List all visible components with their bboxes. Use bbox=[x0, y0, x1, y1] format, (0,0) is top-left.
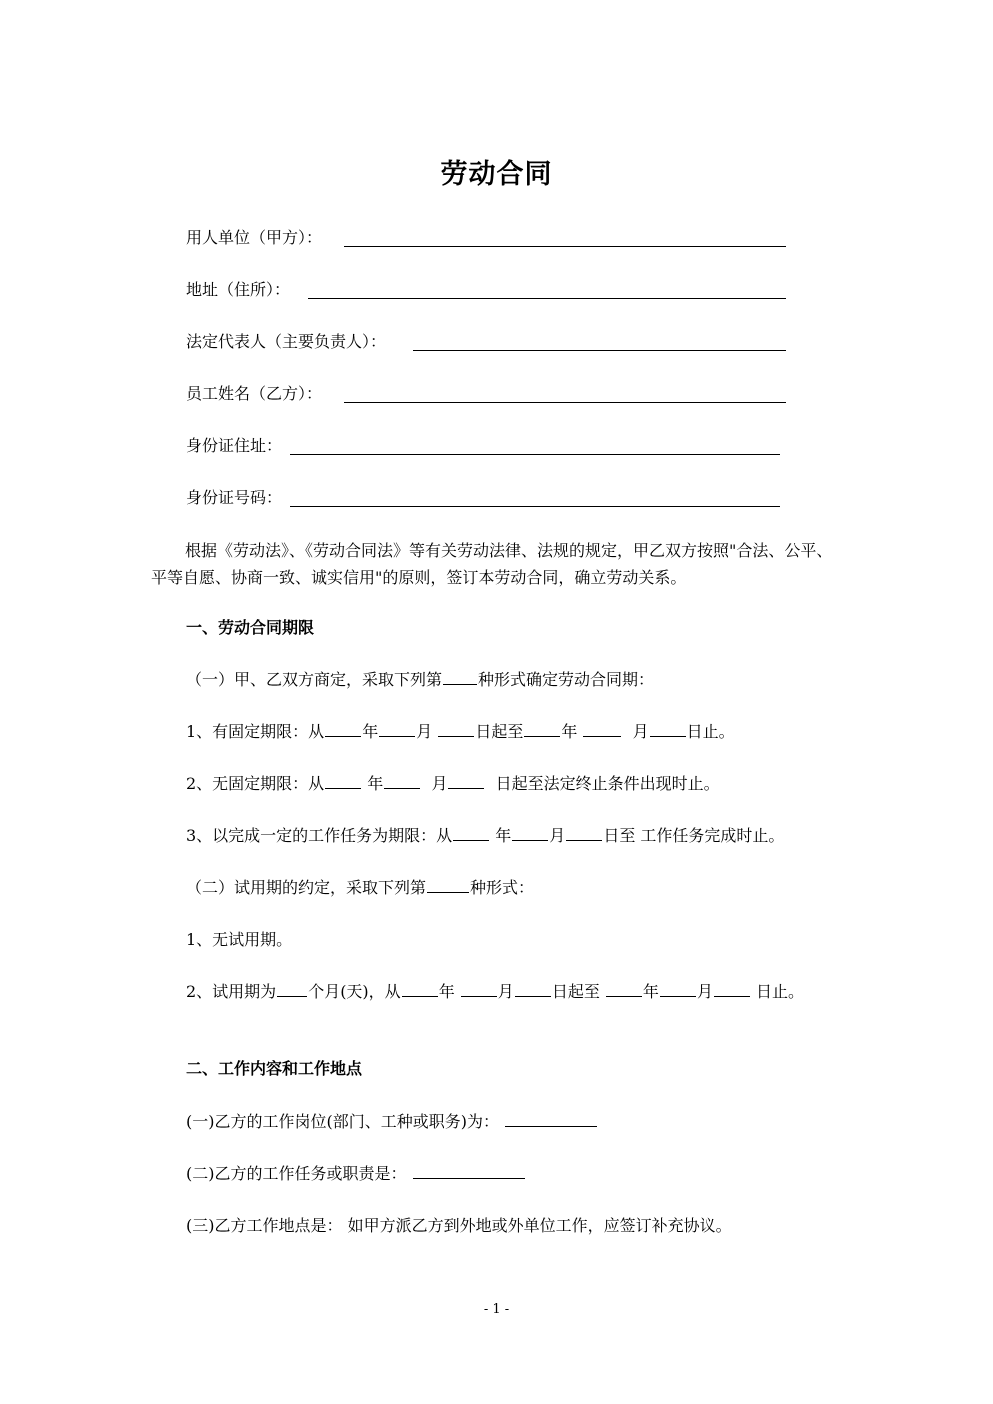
trial2-month2: 月 bbox=[696, 982, 713, 1001]
section2-item2-text: (二)乙方的工作任务或职责是： bbox=[186, 1164, 407, 1183]
item3-year-blank[interactable] bbox=[453, 825, 489, 841]
trial2-day1: 日起至 bbox=[551, 982, 600, 1001]
item1-day1: 日起至 bbox=[475, 722, 524, 741]
trial2-year2-blank[interactable] bbox=[606, 981, 642, 997]
section1-trial2 bbox=[186, 980, 804, 1004]
section1-sub2 bbox=[186, 876, 534, 900]
trial2-year1: 年 bbox=[438, 982, 455, 1001]
section2-heading: 二、工作内容和工作地点 bbox=[186, 1059, 363, 1078]
contract-form-blank[interactable] bbox=[443, 669, 477, 685]
field-legal-rep-label: 法定代表人（主要负责人）： bbox=[186, 332, 387, 351]
trial2-end: 日止。 bbox=[756, 982, 805, 1001]
job-position-blank[interactable] bbox=[505, 1111, 597, 1127]
item1-year2: 年 bbox=[561, 722, 578, 741]
trial2-month2-blank[interactable] bbox=[660, 981, 696, 997]
field-employee-name-label: 员工姓名（乙方）： bbox=[186, 384, 323, 403]
section2-item1-text: (一)乙方的工作岗位(部门、工种或职务)为： bbox=[186, 1112, 499, 1131]
trial2-day2-blank[interactable] bbox=[714, 981, 750, 997]
item3-end: 日至 工作任务完成时止。 bbox=[603, 826, 785, 845]
item2-year-blank[interactable] bbox=[325, 773, 361, 789]
trial2-month1: 月 bbox=[497, 982, 514, 1001]
section1-item3 bbox=[186, 824, 784, 848]
item1-month1: 月 bbox=[416, 722, 433, 741]
item2-month: 月 bbox=[431, 774, 448, 793]
field-id-address-line[interactable] bbox=[290, 454, 780, 455]
item3-text-a: 3、以完成一定的工作任务为期限：从 bbox=[186, 826, 453, 845]
section2-item1 bbox=[186, 1110, 598, 1134]
item1-year2-blank[interactable] bbox=[524, 721, 560, 737]
field-address-line[interactable] bbox=[308, 298, 786, 299]
item3-month-blank[interactable] bbox=[512, 825, 548, 841]
sub2-text-a: （二）试用期的约定，采取下列第 bbox=[186, 878, 427, 897]
sub1-text-b: 种形式确定劳动合同期： bbox=[478, 670, 655, 689]
section2-item3: (三)乙方工作地点是： 如甲方派乙方到外地或外单位工作，应签订补充协议。 bbox=[186, 1216, 732, 1235]
item2-day-blank[interactable] bbox=[448, 773, 484, 789]
item3-day-blank[interactable] bbox=[566, 825, 602, 841]
trial-form-blank[interactable] bbox=[427, 877, 469, 893]
field-legal-rep-line[interactable] bbox=[413, 350, 786, 351]
field-employer-line[interactable] bbox=[344, 246, 786, 247]
item1-month2: 月 bbox=[632, 722, 649, 741]
item1-day1-blank[interactable] bbox=[438, 721, 474, 737]
document-title: 劳动合同 bbox=[440, 159, 553, 190]
item1-text-a: 1、有固定期限：从 bbox=[186, 722, 325, 741]
trial2-year2: 年 bbox=[642, 982, 659, 1001]
item3-year: 年 bbox=[495, 826, 512, 845]
section1-trial1: 1、无试用期。 bbox=[186, 930, 293, 949]
item2-year: 年 bbox=[367, 774, 384, 793]
item2-end: 日起至法定终止条件出现时止。 bbox=[495, 774, 720, 793]
section1-heading: 一、劳动合同期限 bbox=[186, 618, 315, 637]
trial2-month1-blank[interactable] bbox=[461, 981, 497, 997]
section2-item2 bbox=[186, 1162, 526, 1186]
section1-item2 bbox=[186, 772, 720, 796]
item1-year1-blank[interactable] bbox=[325, 721, 361, 737]
field-employee-name-line[interactable] bbox=[344, 402, 786, 403]
section1-sub1 bbox=[186, 668, 654, 692]
field-address-label: 地址（住所）： bbox=[186, 280, 291, 299]
item2-month-blank[interactable] bbox=[384, 773, 420, 789]
item1-month1-blank[interactable] bbox=[379, 721, 415, 737]
sub1-text-a: （一）甲、乙双方商定，采取下列第 bbox=[186, 670, 443, 689]
trial2-text-b: 个月(天)，从 bbox=[308, 982, 401, 1001]
page-number: - 1 - bbox=[483, 1302, 510, 1317]
item2-text-a: 2、无固定期限：从 bbox=[186, 774, 325, 793]
sub2-text-b: 种形式： bbox=[470, 878, 535, 897]
trial2-text-a: 2、试用期为 bbox=[186, 982, 277, 1001]
item3-month: 月 bbox=[549, 826, 566, 845]
item1-day2-blank[interactable] bbox=[650, 721, 686, 737]
trial2-months-blank[interactable] bbox=[277, 981, 307, 997]
item1-year1: 年 bbox=[362, 722, 379, 741]
item1-day2: 日止。 bbox=[686, 722, 735, 741]
field-id-address-label: 身份证住址： bbox=[186, 436, 283, 455]
field-employer-label: 用人单位（甲方）： bbox=[186, 228, 323, 247]
trial2-year1-blank[interactable] bbox=[402, 981, 438, 997]
job-duties-blank[interactable] bbox=[413, 1163, 525, 1179]
section1-item1 bbox=[186, 720, 735, 744]
item1-month2-blank[interactable] bbox=[583, 721, 621, 737]
field-id-number-label: 身份证号码： bbox=[186, 488, 283, 507]
trial2-day1-blank[interactable] bbox=[515, 981, 551, 997]
intro-paragraph: 根据《劳动法》、《劳动合同法》等有关劳动法律、法规的规定，甲乙双方按照"合法、公平、平等自愿、协商一致、诚实信用"的原则，签订本劳动合同，确立劳动关系。 bbox=[151, 541, 833, 587]
field-id-number-line[interactable] bbox=[290, 506, 780, 507]
